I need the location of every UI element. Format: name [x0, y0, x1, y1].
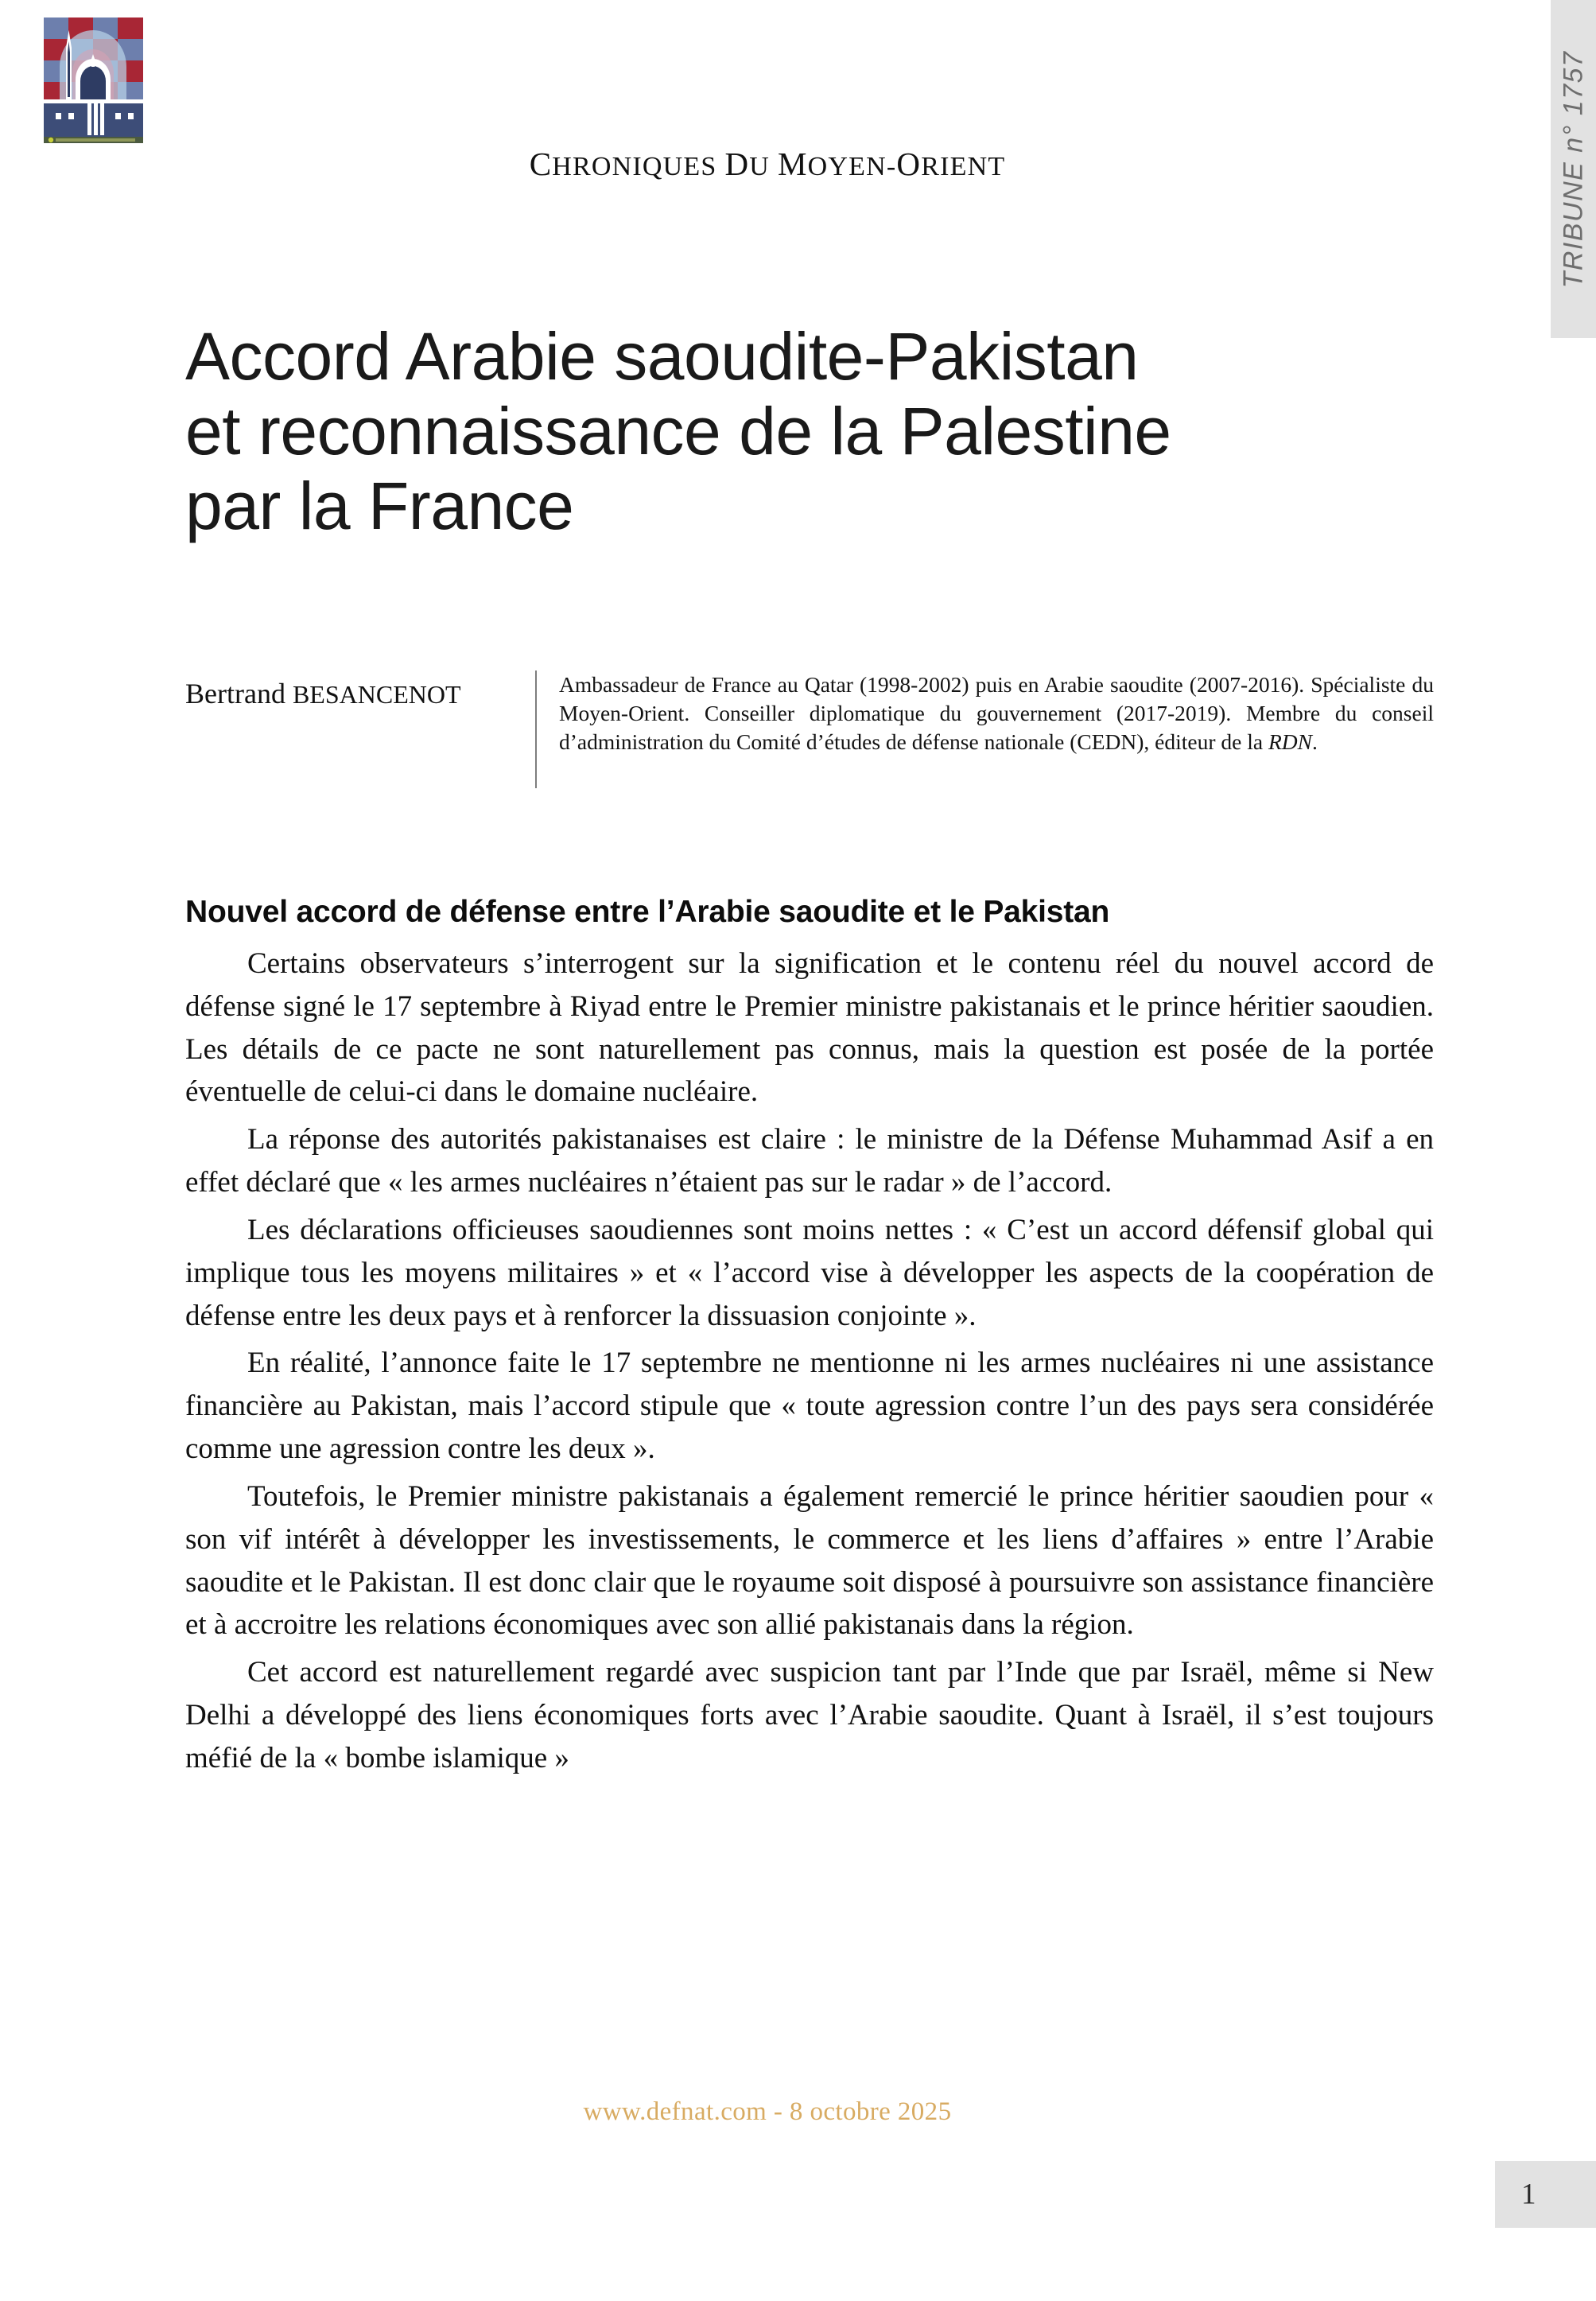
tribune-number-label: TRIBUNE n° 1757 [1558, 50, 1588, 288]
running-head-hroniques: HRONIQUES [552, 152, 717, 181]
author-bio-period: . [1311, 729, 1318, 755]
running-head-hyphen: - [886, 152, 897, 181]
footer-source-line[interactable]: www.defnat.com - 8 octobre 2025 [583, 2097, 952, 2126]
page-title-line-1: Accord Arabie saoudite-Pakistan [185, 319, 1139, 395]
section-heading: Nouvel accord de défense entre l’Arabie saoudite et le Pakistan [185, 895, 1110, 930]
body-paragraph: Certains observateurs s’interrogent sur la signification et le contenu réel du nouvel accord de défense signé le 17 septembre à Riyad entre le Premier ministre pakistanais et le prince héritier saoudien. Les détails de ce pacte ne sont naturellement pas connus, mais la question est posée de la portée éventuelle de celui-ci dans le domaine nucléaire. [185, 947, 1434, 1109]
body-paragraph: Toutefois, le Premier ministre pakistanais a également remercié le prince héritier saoudien pour « son vif intérêt à développer les investissements, le commerce et les liens d’affaires » entre l’Arabie saoudite et le Pakistan. Il est donc clair que le royaume soit disposé à poursuivre son assistance financière et à accroitre les relations économiques avec son allié pakistanais dans la région. [185, 1479, 1434, 1642]
body-paragraph: Cet accord est naturellement regardé avec suspicion tant par l’Inde que par Israël, même si New Delhi a développé des liens économiques forts avec l’Arabie saoudite. Quant à Israël, il s’est toujours méfié de la « bombe islamique » [185, 1656, 1434, 1774]
author-bio-text: Ambassadeur de France au Qatar (1998-2002) puis en Arabie saoudite (2007-2016). Spécialiste du Moyen-Orient. Conseiller diplomatique du gouvernement (2017-2019). Membre du conseil d’administration du Comité d’études de défense nationale (CEDN), éditeur de la [559, 672, 1434, 755]
author-bio [559, 670, 1434, 756]
author-block [185, 670, 1434, 788]
running-head-d: D [724, 146, 750, 182]
running-head-oyen: OYEN [807, 152, 887, 181]
author-first-name: Bertrand [185, 678, 293, 709]
body-paragraph: En réalité, l’annonce faite le 17 septembre ne mentionne ni les armes nucléaires ni une assistance financière au Pakistan, mais l’accord stipule que « toute agression contre l’un des pays sera considérée comme une agression contre les deux ». [185, 1347, 1434, 1466]
body-paragraph: Les déclarations officieuses saoudiennes sont moins nettes : « C’est un accord défensif global qui implique tous les moyens militaires » et « l’accord vise à développer les aspects de la coopération de défense entre les deux pays et à renforcer la dissuasion conjointe ». [185, 1213, 1434, 1332]
page-title-line-2: et reconnaissance de la Palestine [185, 394, 1171, 469]
author-divider [535, 670, 537, 788]
tribune-side-tab [1551, 0, 1596, 338]
article-body [185, 943, 1434, 1785]
running-head-m: M [777, 146, 808, 182]
page-title [185, 319, 1458, 543]
running-head [0, 145, 1535, 183]
running-head-space-2 [770, 150, 778, 181]
author-last-name: BESANCENOT [292, 680, 461, 709]
page-number: 1 [1521, 2178, 1536, 2211]
publisher-logo [44, 17, 143, 143]
invalides-logo-icon [44, 17, 143, 143]
running-head-rient: RIENT [921, 152, 1006, 181]
page-title-line-3: par la France [185, 468, 574, 544]
author-bio-italic-rdn: RDN [1268, 729, 1312, 755]
author-name [185, 670, 535, 710]
running-head-space-1 [716, 150, 724, 181]
page-number-box [1495, 2161, 1596, 2228]
running-head-u: U [749, 152, 771, 181]
body-paragraph: La réponse des autorités pakistanaises est claire : le ministre de la Défense Muhammad Asif a en effet déclaré que « les armes nucléaires n’étaient pas sur le radar » de l’accord. [185, 1123, 1434, 1199]
running-head-o: O [896, 146, 922, 182]
running-head-c: C [529, 146, 553, 182]
